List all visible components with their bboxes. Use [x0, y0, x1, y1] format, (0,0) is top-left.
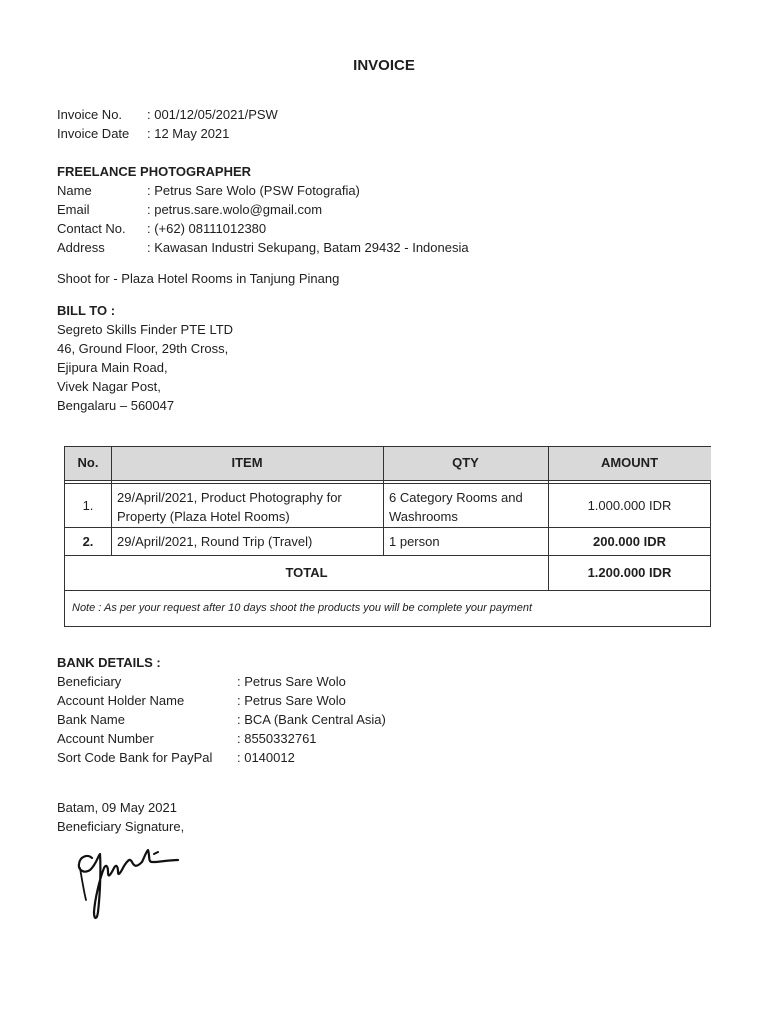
row-number: 2.: [82, 534, 94, 549]
divider: [65, 480, 710, 481]
item-line: Property (Plaza Hotel Rooms): [117, 509, 290, 524]
item-qty: [389, 488, 545, 526]
row-number: 1.: [82, 498, 94, 513]
invoice-no-value: : 001/12/05/2021/PSW: [147, 107, 278, 122]
signature-label: Beneficiary Signature,: [57, 819, 185, 834]
header-no: No.: [65, 447, 111, 480]
item-description: 29/April/2021, Round Trip (Travel): [117, 534, 313, 549]
payment-note: Note : As per your request after 10 days shoot the products you will be complete your payment: [72, 602, 533, 614]
bank-value: : Petrus Sare Wolo: [237, 674, 346, 689]
invoice-date-label: Invoice Date: [57, 126, 130, 141]
total-label: TOTAL: [285, 565, 328, 580]
bank-label: Account Holder Name: [57, 693, 185, 708]
bill-to-line: Segreto Skills Finder PTE LTD: [57, 322, 234, 337]
bill-to-heading: BILL TO :: [57, 303, 116, 318]
bill-to-line: Vivek Nagar Post,: [57, 379, 161, 394]
contact-label: Contact No.: [57, 221, 126, 236]
header-amount: AMOUNT: [548, 447, 711, 480]
divider: [383, 447, 384, 555]
bank-value: : 0140012: [237, 750, 295, 765]
qty-line: 6 Category Rooms and: [389, 490, 523, 505]
address-value: : Kawasan Industri Sekupang, Batam 29432 - Indonesia: [147, 240, 469, 255]
bill-to-line: Bengalaru – 560047: [57, 398, 175, 413]
bill-to-line: 46, Ground Floor, 29th Cross,: [57, 341, 229, 356]
invoice-no-label: Invoice No.: [57, 107, 123, 122]
bank-value: : 8550332761: [237, 731, 317, 746]
contact-value: : (+62) 08111012380: [147, 221, 267, 236]
item-line: 29/April/2021, Product Photography for: [117, 490, 342, 505]
bank-label: Sort Code Bank for PayPal: [57, 750, 213, 765]
bank-heading: BANK DETAILS :: [57, 655, 161, 670]
item-description: [117, 488, 379, 526]
page-title: INVOICE: [353, 57, 415, 74]
total-value: 1.200.000 IDR: [587, 565, 672, 580]
item-amount: 200.000 IDR: [593, 534, 666, 549]
invoice-table: [64, 446, 711, 627]
divider: [111, 447, 112, 555]
name-label: Name: [57, 183, 92, 198]
item-amount: 1.000.000 IDR: [587, 498, 672, 513]
invoice-date-value: : 12 May 2021: [147, 126, 230, 141]
qty-line: Washrooms: [389, 509, 458, 524]
email-label: Email: [57, 202, 90, 217]
header-qty: QTY: [383, 447, 548, 480]
header-item: ITEM: [111, 447, 383, 480]
bank-label: Bank Name: [57, 712, 125, 727]
freelancer-heading: FREELANCE PHOTOGRAPHER: [57, 164, 252, 179]
item-qty: 1 person: [389, 534, 440, 549]
bank-value: : Petrus Sare Wolo: [237, 693, 346, 708]
shoot-for-text: Shoot for - Plaza Hotel Rooms in Tanjung Pinang: [57, 271, 340, 286]
bill-to-line: Ejipura Main Road,: [57, 360, 168, 375]
signature-place-date: Batam, 09 May 2021: [57, 800, 177, 815]
name-value: : Petrus Sare Wolo (PSW Fotografia): [147, 183, 360, 198]
email-value: : petrus.sare.wolo@gmail.com: [147, 202, 323, 217]
address-label: Address: [57, 240, 105, 255]
signature-image: [70, 840, 190, 925]
bank-value: : BCA (Bank Central Asia): [237, 712, 386, 727]
bank-label: Account Number: [57, 731, 154, 746]
bank-label: Beneficiary: [57, 674, 122, 689]
